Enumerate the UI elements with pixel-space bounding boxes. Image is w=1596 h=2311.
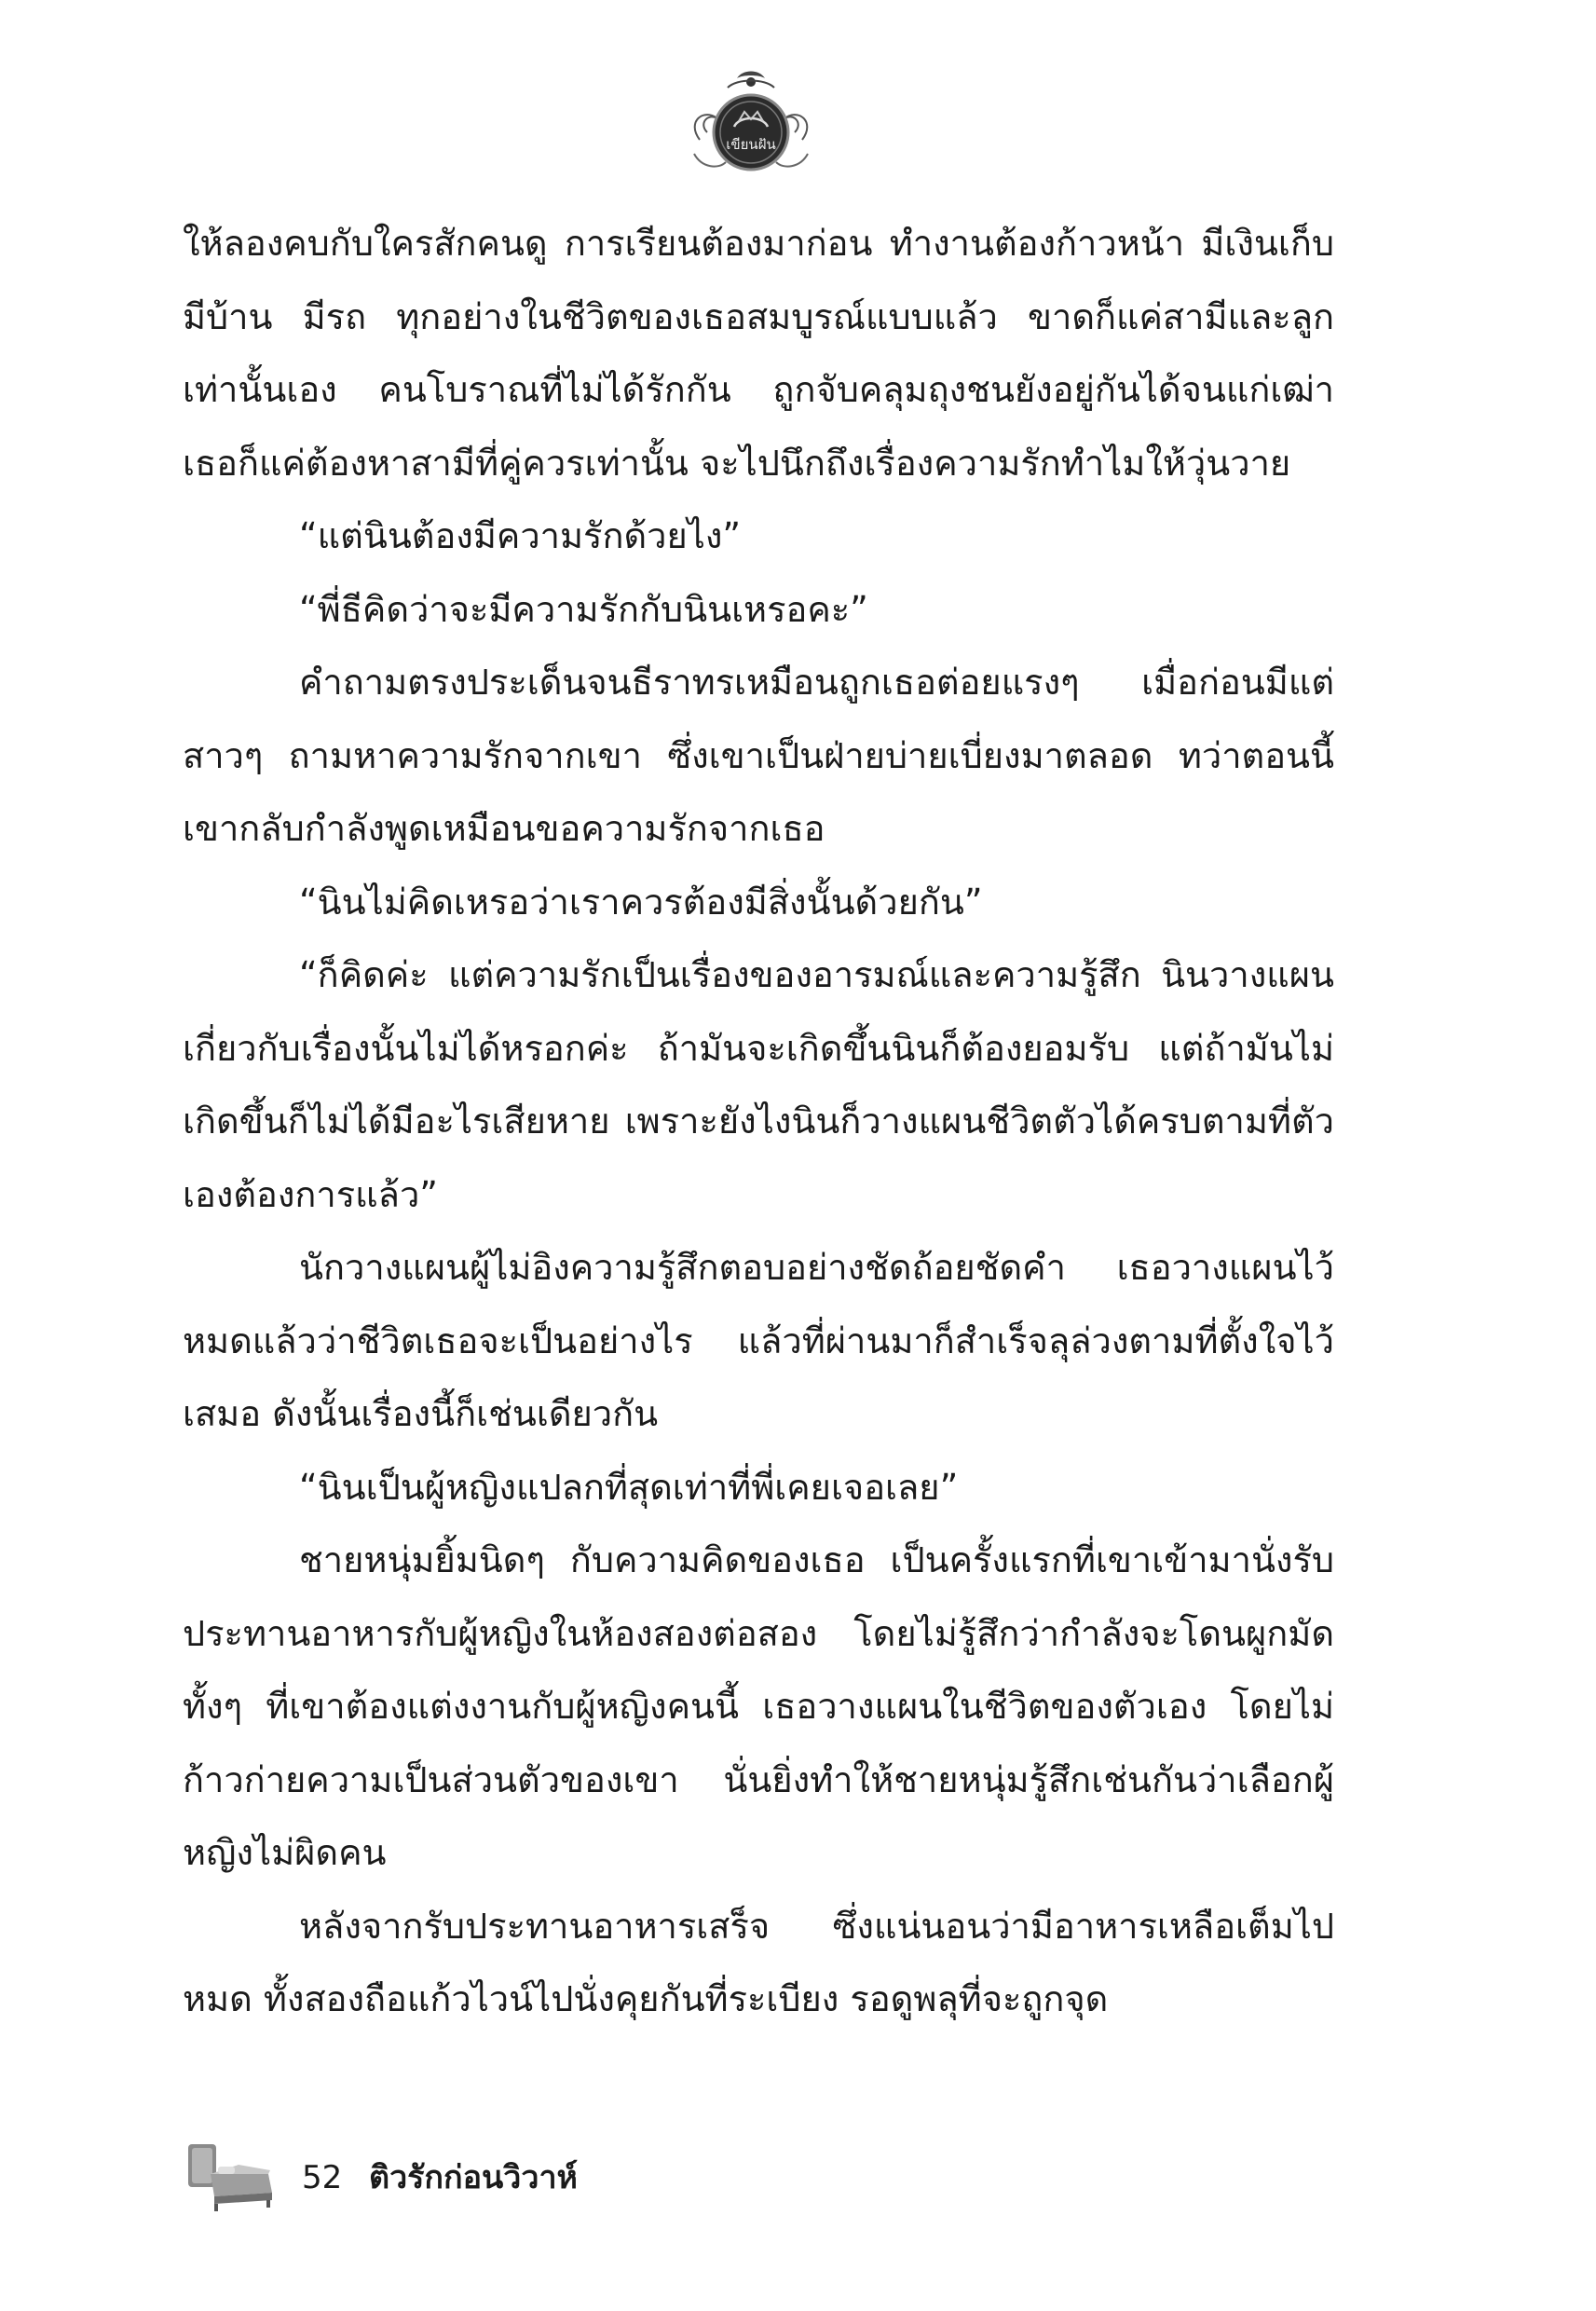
paragraph: ให้ลองคบกับใครสักคนดู การเรียนต้องมาก่อน ทำงานต้องก้าวหน้า มีเงินเก็บ มีบ้าน มีรถ ทุกอย่างในชีวิตของเธอสมบูรณ์แบบแล้ว ขาดก็แค่สามีและลูกเท่านั้นเอง คนโบราณที่ไม่ได้รักกัน ถูกจับคลุมถุงชนยังอยู่กันได้จนแก่เฒ่า เธอก็แค่ต้องหาสามีที่คู่ควรเท่านั้น จะไปนึกถึงเรื่องความรักทำไมให้วุ่นวาย xyxy=(183,223,1334,484)
paragraph: “แต่นินต้องมีความรักด้วยไง” xyxy=(299,515,742,556)
paragraph: ชายหนุ่มยิ้มนิดๆ กับความคิดของเธอ เป็นครั้งแรกที่เขาเข้ามานั่งรับประทานอาหารกับผู้หญิงในห้องสองต่อสอง โดยไม่รู้สึกว่ากำลังจะโดนผูกมัด ทั้งๆ ที่เขาต้องแต่งงานกับผู้หญิงคนนี้ เธอวางแผนในชีวิตของตัวเอง โดยไม่ก้าวก่ายความเป็นส่วนตัวของเขา นั่นยิ่งทำให้ชายหนุ่มรู้สึกเช่นกันว่าเลือกผู้หญิงไม่ผิดคน xyxy=(183,1539,1334,1873)
paragraph: คำถามตรงประเด็นจนธีราทรเหมือนถูกเธอต่อยแรงๆ เมื่อก่อนมีแต่สาวๆ ถามหาความรักจากเขา ซึ่งเขาเป็นฝ่ายบ่ายเบี่ยงมาตลอด ทว่าตอนนี้เขากลับกำลังพูดเหมือนขอความรักจากเธอ xyxy=(183,662,1334,849)
paragraph: “นินเป็นผู้หญิงแปลกที่สุดเท่าที่พี่เคยเจอเลย” xyxy=(299,1466,959,1508)
page-number: 52 xyxy=(302,2159,343,2196)
book-title: ติวรักก่อนวิวาห์ xyxy=(369,2159,578,2196)
bed-icon xyxy=(183,2139,276,2213)
paragraph: นักวางแผนผู้ไม่อิงความรู้สึกตอบอย่างชัดถ้อยชัดคำ เธอวางแผนไว้หมดแล้วว่าชีวิตเธอจะเป็นอย่างไร แล้วที่ผ่านมาก็สำเร็จลุล่วงตามที่ตั้งใจไว้เสมอ ดังนั้นเรื่องนี้ก็เช่นเดียวกัน xyxy=(183,1247,1334,1434)
publisher-emblem-icon xyxy=(681,65,821,186)
paragraph: หลังจากรับประทานอาหารเสร็จ ซึ่งแน่นอนว่ามีอาหารเหลือเต็มไปหมด ทั้งสองถือแก้วไวน์ไปนั่งคุยกันที่ระเบียง รอดูพลุที่จะถูกจุด xyxy=(183,1905,1334,2019)
page-footer xyxy=(183,2139,928,2222)
paragraph: “นินไม่คิดเหรอว่าเราควรต้องมีสิ่งนั้นด้วยกัน” xyxy=(299,881,983,923)
paragraph: “พี่ธีคิดว่าจะมีความรักกับนินเหรอคะ” xyxy=(299,588,868,630)
body-text xyxy=(183,207,1334,2036)
svg-text:เขียนฝัน: เขียนฝัน xyxy=(726,136,776,153)
paragraph: “ก็คิดค่ะ แต่ความรักเป็นเรื่องของอารมณ์และความรู้สึก นินวางแผนเกี่ยวกับเรื่องนั้นไม่ได้หรอกค่ะ ถ้ามันจะเกิดขึ้นนินก็ต้องยอมรับ แต่ถ้ามันไม่เกิดขึ้นก็ไม่ได้มีอะไรเสียหาย เพราะยังไงนินก็วางแผนชีวิตตัวได้ครบตามที่ตัวเองต้องการแล้ว” xyxy=(183,954,1334,1215)
